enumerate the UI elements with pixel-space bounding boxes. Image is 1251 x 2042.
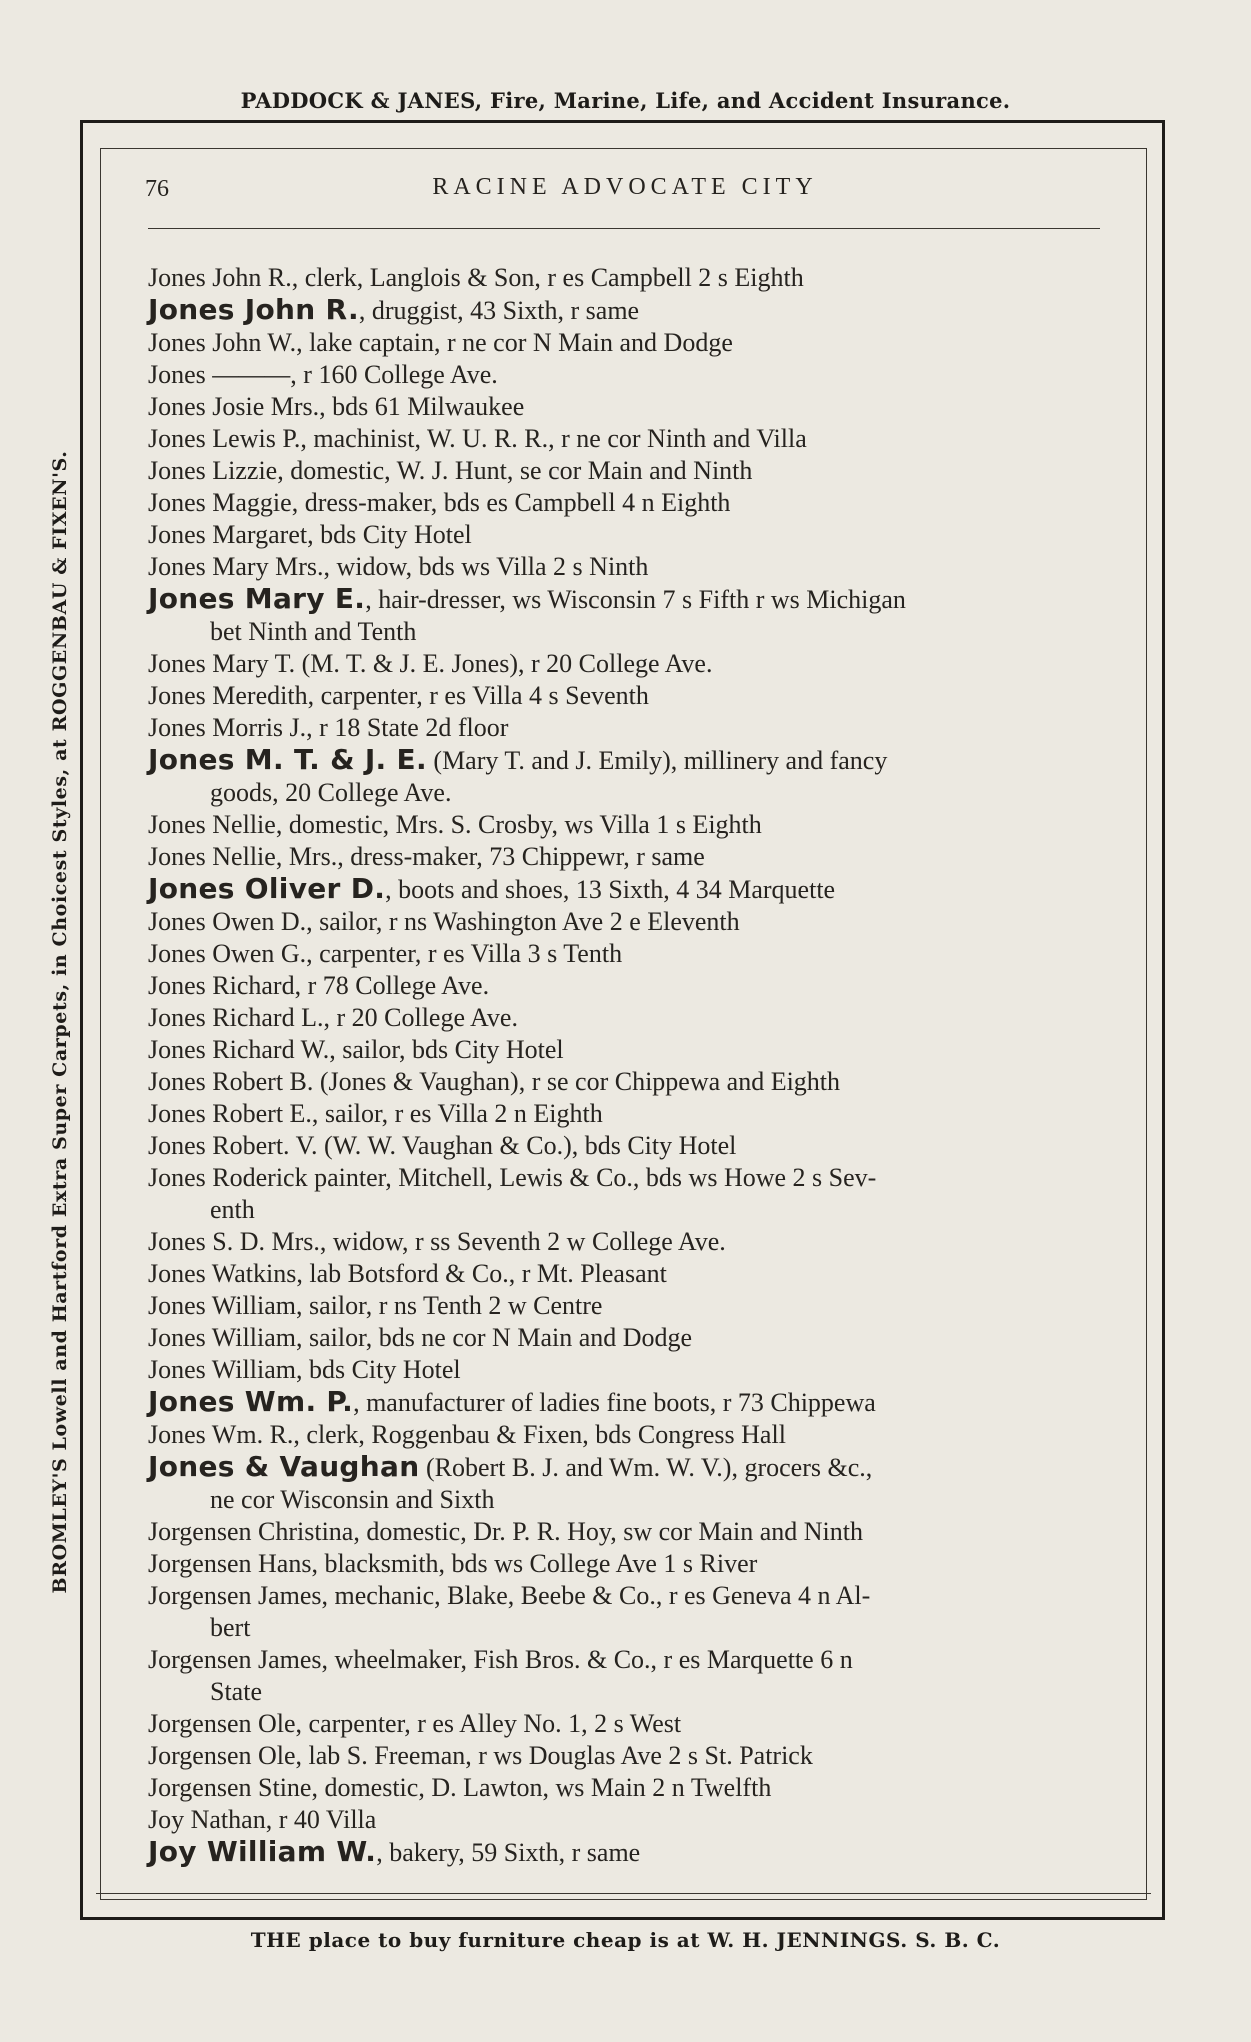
- directory-entry: [148, 1066, 1108, 1098]
- directory-entry: [148, 262, 1108, 294]
- entry-details: , mechanic, Blake, Beebe & Co., r es Geneva 4 n Al-: [321, 1581, 871, 1610]
- entry-name: Joy William W.: [148, 1835, 377, 1868]
- entry-details: , hair-dresser, ws Wisconsin 7 s Fifth r ws Michigan: [365, 585, 906, 614]
- directory-entry: [148, 1548, 1108, 1580]
- bottom-advertisement: THE place to buy furniture cheap is at W. H. JENNINGS. S. B. C.: [250, 1928, 1001, 1952]
- entry-details: , carpenter, r es Villa 4 s Seventh: [307, 681, 649, 710]
- entry-name: Jones John R.: [148, 263, 292, 292]
- entry-name: Jones Richard: [148, 971, 295, 1000]
- directory-entry: [148, 327, 1108, 359]
- entry-details: , sailor, bds ne cor N Main and Dodge: [295, 1323, 693, 1352]
- entry-continuation: ne cor Wisconsin and Sixth: [210, 1485, 495, 1514]
- entry-details: , dress-maker, bds es Campbell 4 n Eighth: [291, 488, 731, 517]
- directory-entry: [148, 1419, 1108, 1451]
- entry-name: Jones John R.: [148, 293, 359, 326]
- entry-details: (Mary T. and J. Emily), millinery and fancy: [426, 746, 888, 775]
- entry-details: , bds 61 Milwaukee: [319, 392, 525, 421]
- entry-details: , sailor, bds City Hotel: [329, 1035, 564, 1064]
- entry-name: Jones Margaret: [148, 520, 308, 549]
- directory-entry: [148, 1322, 1108, 1354]
- entry-details: , widow, r ss Seventh 2 w College Ave.: [319, 1227, 726, 1256]
- entry-name: Jones John W.: [148, 328, 297, 357]
- entry-name: Jones Meredith: [148, 681, 308, 710]
- entry-details: , sailor, r ns Tenth 2 w Centre: [295, 1291, 603, 1320]
- entry-name: Jones Owen G.: [148, 939, 307, 968]
- entry-details: , lake captain, r ne cor N Main and Dodge: [296, 328, 733, 357]
- entry-details: , lab Botsford & Co., r Mt. Pleasant: [296, 1259, 667, 1288]
- entry-name: Jorgensen James: [148, 1581, 322, 1610]
- directory-entry: [148, 712, 1108, 744]
- directory-entry: [148, 1034, 1108, 1066]
- directory-entry: [148, 359, 1108, 391]
- directory-entry: [148, 1451, 1108, 1516]
- directory-entry: [148, 1130, 1108, 1162]
- directory-entry: [148, 1644, 1108, 1708]
- directory-entry: [148, 841, 1108, 873]
- directory-entry: [148, 519, 1108, 551]
- entry-name: Jones Robert B.: [148, 1067, 314, 1096]
- directory-entry: [148, 1804, 1108, 1836]
- entry-details: , blacksmith, bds ws College Ave 1 s River: [311, 1549, 758, 1578]
- directory-entry: [148, 1002, 1108, 1034]
- directory-entry: [148, 1226, 1108, 1258]
- entry-name: Jones Mary T.: [148, 649, 296, 678]
- entry-name: Jones Josie Mrs.: [148, 392, 320, 421]
- directory-entry: [148, 1772, 1108, 1804]
- directory-entry: [148, 970, 1108, 1002]
- entry-details: , r 78 College Ave.: [294, 971, 490, 1000]
- entry-details: (Jones & Vaughan), r se cor Chippewa and Eighth: [313, 1067, 841, 1096]
- entry-details: , domestic, Dr. P. R. Hoy, sw cor Main and Ninth: [353, 1517, 863, 1546]
- entry-name: Jones Robert. V.: [148, 1131, 318, 1160]
- entry-details: , widow, bds ws Villa 2 s Ninth: [323, 552, 649, 581]
- entry-name: Jorgensen Hans: [148, 1549, 312, 1578]
- directory-entry: [148, 906, 1108, 938]
- entry-details: , druggist, 43 Sixth, r same: [358, 296, 640, 325]
- entry-name: Jones S. D. Mrs.: [148, 1227, 320, 1256]
- entry-continuation: State: [210, 1677, 262, 1706]
- bottom-rule: [96, 1893, 1151, 1894]
- entry-details: , domestic, W. J. Hunt, se cor Main and Ninth: [277, 456, 753, 485]
- entry-name: Jones & Vaughan: [148, 1450, 420, 1483]
- side-advertisement: BROMLEY'S Lowell and Hartford Extra Super Carpets, in Choicest Styles, at ROGGENBAU & FIXEN'S.: [49, 450, 71, 1594]
- entry-name: Jones Mary E.: [148, 582, 366, 615]
- entry-name: Jones Nellie: [148, 842, 276, 871]
- entry-details: , r 18 State 2d floor: [306, 713, 509, 742]
- entry-name: Jones M. T. & J. E.: [148, 743, 427, 776]
- directory-entry: [148, 294, 1108, 327]
- entry-details: , carpenter, r es Alley No. 1, 2 s West: [295, 1709, 682, 1738]
- directory-entry: [148, 1258, 1108, 1290]
- entry-details: , bds City Hotel: [307, 520, 472, 549]
- entry-details: , carpenter, r es Villa 3 s Tenth: [306, 939, 623, 968]
- entry-details: , sailor, r es Villa 2 n Eighth: [311, 1099, 603, 1128]
- entry-name: Jones Watkins: [148, 1259, 297, 1288]
- directory-entry: [148, 809, 1108, 841]
- page-number: 76: [145, 176, 169, 202]
- entry-name: Jones William: [148, 1355, 296, 1384]
- directory-entry: [148, 1836, 1108, 1869]
- directory-entry: [148, 1290, 1108, 1322]
- entry-details: , boots and shoes, 13 Sixth, 4 34 Marquette: [385, 875, 836, 904]
- entry-continuation: bert: [210, 1613, 251, 1642]
- entry-details: , r 20 College Ave.: [323, 1003, 518, 1032]
- directory-entry: [148, 648, 1108, 680]
- entry-name: Jorgensen Ole: [148, 1709, 296, 1738]
- directory-entry: [148, 1354, 1108, 1386]
- directory-entry: [148, 1386, 1108, 1419]
- entry-name: Jones Lewis P.: [148, 424, 301, 453]
- directory-entry: [148, 551, 1108, 583]
- directory-entry: [148, 455, 1108, 487]
- entry-details: , manufacturer of ladies fine boots, r 73 Chippewa: [353, 1388, 876, 1417]
- directory-entry: [148, 680, 1108, 712]
- entry-continuation: enth: [210, 1195, 255, 1224]
- header-rule: [148, 228, 1100, 229]
- directory-entry: [148, 391, 1108, 423]
- entry-name: Jones William: [148, 1323, 296, 1352]
- directory-entries: [148, 262, 1108, 1869]
- entry-name: Jones William: [148, 1291, 296, 1320]
- entry-name: Jones Mary Mrs.: [148, 552, 324, 581]
- entry-details: , Mrs., dress-maker, 73 Chippewr, r same: [275, 842, 705, 871]
- directory-entry: [148, 1162, 1108, 1226]
- entry-details: ———, r 160 College Ave.: [205, 360, 498, 389]
- entry-name: Jorgensen Ole: [148, 1741, 296, 1770]
- entry-name: Joy Nathan: [148, 1805, 266, 1834]
- directory-entry: [148, 583, 1108, 648]
- directory-entry: [148, 423, 1108, 455]
- entry-details: , machinist, W. U. R. R., r ne cor Ninth and Villa: [300, 424, 807, 453]
- directory-entry: [148, 1740, 1108, 1772]
- entry-continuation: bet Ninth and Tenth: [210, 617, 417, 646]
- entry-details: , r 40 Villa: [265, 1805, 377, 1834]
- entry-name: Jorgensen Christina: [148, 1517, 354, 1546]
- entry-details: , lab S. Freeman, r ws Douglas Ave 2 s St. Patrick: [295, 1741, 813, 1770]
- entry-details: , clerk, Roggenbau & Fixen, bds Congress Hall: [293, 1420, 786, 1449]
- entry-details: , bakery, 59 Sixth, r same: [376, 1838, 641, 1867]
- entry-name: Jones Morris J.: [148, 713, 307, 742]
- entry-details: (W. W. Vaughan & Co.), bds City Hotel: [317, 1131, 737, 1160]
- entry-name: Jones Nellie: [148, 810, 276, 839]
- directory-entry: [148, 873, 1108, 906]
- directory-entry: [148, 744, 1108, 809]
- directory-entry: [148, 938, 1108, 970]
- entry-name: Jones Owen D.: [148, 907, 307, 936]
- entry-name: Jones Maggie: [148, 488, 292, 517]
- directory-entry: [148, 1708, 1108, 1740]
- top-advertisement: PADDOCK & JANES, Fire, Marine, Life, and Accident Insurance.: [240, 88, 1011, 113]
- entry-details: , domestic, D. Lawton, ws Main 2 n Twelfth: [311, 1773, 772, 1802]
- entry-details: , clerk, Langlois & Son, r es Campbell 2 s Eighth: [291, 263, 804, 292]
- entry-name: Jones Roderick: [148, 1163, 308, 1192]
- directory-entry: [148, 1516, 1108, 1548]
- entry-name: Jorgensen James: [148, 1645, 322, 1674]
- directory-entry: [148, 1580, 1108, 1644]
- running-title: RACINE ADVOCATE CITY: [432, 174, 818, 200]
- entry-continuation: goods, 20 College Ave.: [210, 778, 452, 807]
- entry-name: Jones Robert E.: [148, 1099, 312, 1128]
- entry-details: , wheelmaker, Fish Bros. & Co., r es Marquette 6 n: [321, 1645, 853, 1674]
- directory-entry: [148, 487, 1108, 519]
- entry-details: painter, Mitchell, Lewis & Co., bds ws Howe 2 s Sev-: [307, 1163, 877, 1192]
- entry-name: Jones Wm. P.: [148, 1385, 354, 1418]
- entry-details: , bds City Hotel: [295, 1355, 461, 1384]
- entry-name: Jorgensen Stine: [148, 1773, 312, 1802]
- entry-name: Jones Richard L.: [148, 1003, 324, 1032]
- entry-name: Jones Richard W.: [148, 1035, 330, 1064]
- entry-name: Jones Oliver D.: [148, 872, 386, 905]
- entry-details: , sailor, r ns Washington Ave 2 e Eleventh: [306, 907, 740, 936]
- entry-name: Jones Wm. R.: [148, 1420, 294, 1449]
- entry-details: (Robert B. J. and Wm. W. V.), grocers &c.,: [419, 1453, 873, 1482]
- entry-name: Jones: [148, 360, 206, 389]
- page-header: [145, 172, 1105, 208]
- entry-details: (M. T. & J. E. Jones), r 20 College Ave.: [295, 649, 713, 678]
- entry-details: , domestic, Mrs. S. Crosby, ws Villa 1 s Eighth: [275, 810, 762, 839]
- directory-entry: [148, 1098, 1108, 1130]
- entry-name: Jones Lizzie: [148, 456, 278, 485]
